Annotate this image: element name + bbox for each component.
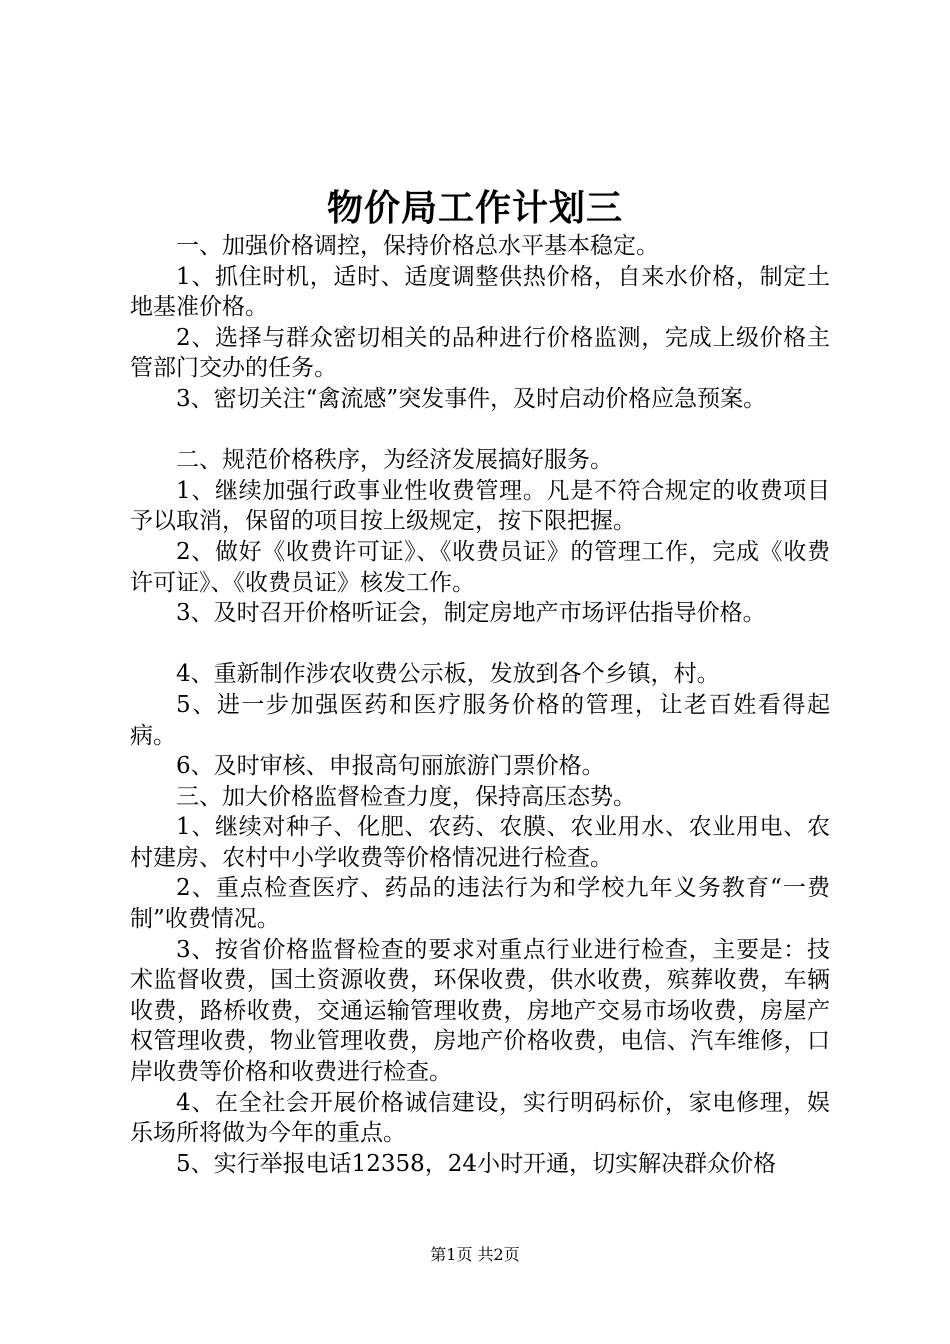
paragraph-2-2: 2、做好《收费许可证》、《收费员证》的管理工作，完成《收费许可证》、《收费员证》核发工作。 — [130, 538, 830, 596]
paragraph-2-3: 3、及时召开价格听证会，制定房地产市场评估指导价格。 — [176, 600, 766, 627]
page-footer: 第1页 共2页 — [430, 1245, 520, 1264]
paragraph-3-1: 1、继续对种子、化肥、农药、农膜、农业用水、农业用电、农村建房、农村中小学收费等价格情况进行检查。 — [130, 814, 830, 871]
section-heading-1: 一、加强价格调控，保持价格总水平基本稳定。 — [176, 233, 659, 259]
paragraph-1-2: 2、选择与群众密切相关的品种进行价格监测，完成上级价格主管部门交办的任务。 — [130, 324, 830, 382]
paragraph-3-4: 4、在全社会开展价格诚信建设，实行明码标价，家电修理，娱乐场所将做为今年的重点。 — [130, 1089, 830, 1147]
document-title: 物价局工作计划三 — [326, 187, 623, 229]
paragraph-3-5: 5、实行举报电话12358，24小时开通，切实解决群众价格 — [176, 1150, 777, 1177]
paragraph-3-2: 2、重点检查医疗、药品的违法行为和学校九年义务教育“一费制”收费情况。 — [130, 875, 830, 933]
paragraph-2-4: 4、重新制作涉农收费公示板，发放到各个乡镇，村。 — [176, 661, 720, 688]
section-heading-3: 三、加大价格监督检查力度，保持高压态势。 — [176, 783, 636, 810]
paragraph-1-1: 1、抓住时机，适时、适度调整供热价格，自来水价格，制定土地基准价格。 — [130, 263, 830, 321]
paragraph-2-1: 1、继续加强行政事业性收费管理。凡是不符合规定的收费项目予以取消，保留的项目按上级规定，按下限把握。 — [130, 477, 830, 535]
paragraph-2-6: 6、及时审核、申报高句丽旅游门票价格。 — [176, 753, 605, 780]
blank-line — [130, 629, 830, 660]
document-body — [130, 231, 830, 1179]
section-heading-2: 二、规范价格秩序，为经济发展搞好服务。 — [176, 447, 613, 474]
blank-line — [130, 415, 830, 446]
paragraph-3-3: 3、按省价格监督检查的要求对重点行业进行检查，主要是：技术监督收费，国土资源收费，环保收费，供水收费，殡葬收费，车辆收费，路桥收费，交通运输管理收费，房地产交易市场收费，房屋产权管理收费，物业管理收费，房地产价格收费，电信、汽车维修，口岸收费等价格和收费进行检查。 — [130, 936, 830, 1086]
paragraph-2-5: 5、进一步加强医药和医疗服务价格的管理，让老百姓看得起病。 — [130, 691, 830, 749]
paragraph-1-3: 3、密切关注“禽流感”突发事件，及时启动价格应急预案。 — [176, 385, 767, 412]
